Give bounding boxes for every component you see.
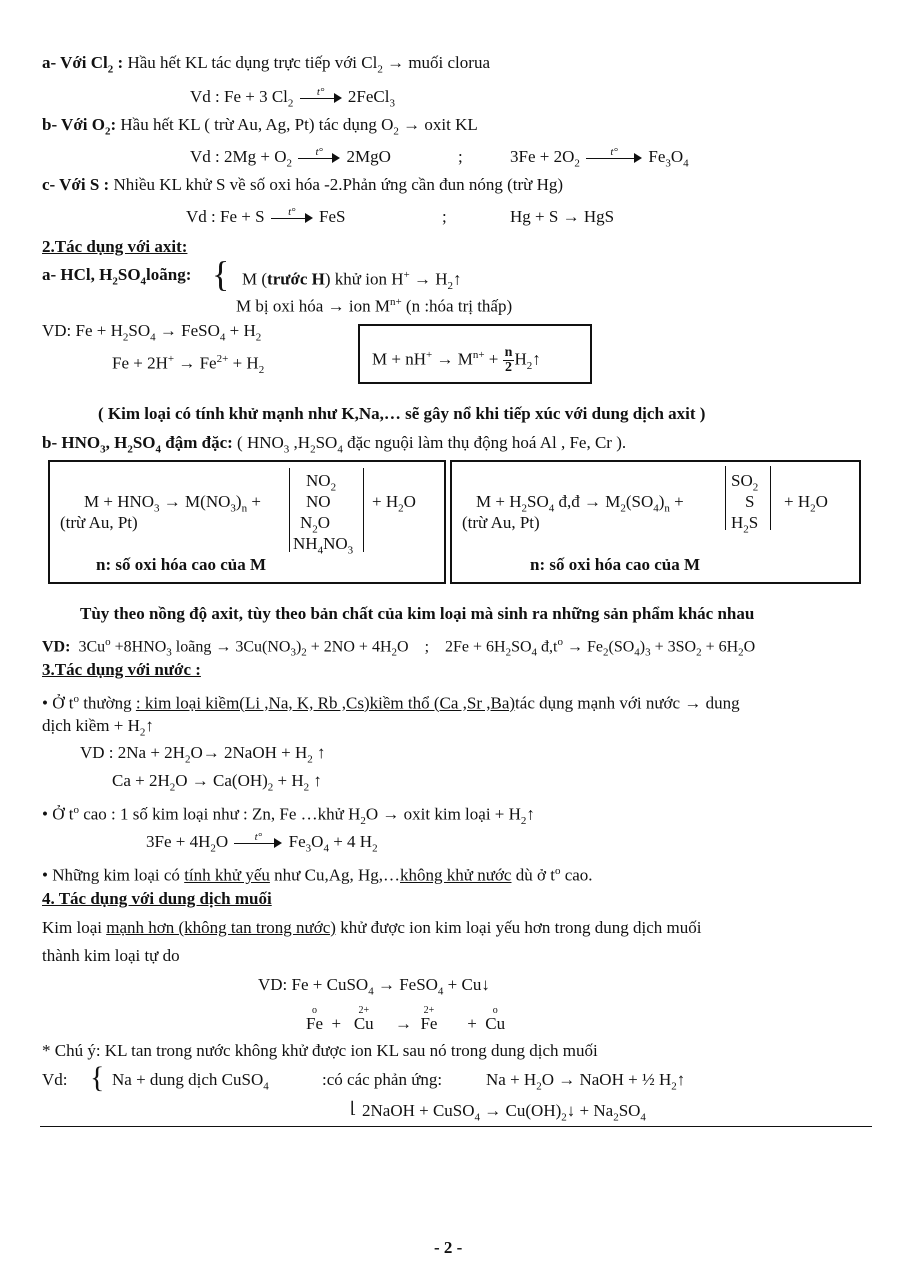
- section-2-title: 2.Tác dụng với axit:: [42, 237, 188, 256]
- h2so4-exclusion: (trừ Au, Pt): [462, 513, 540, 532]
- water-line-4: • Những kim loại có tính khử yếu như Cu,Ag, Hg,…không khử nước dù ở $t^o$ cao.: [42, 865, 593, 885]
- s-example-2: Hg + S → HgS: [510, 207, 615, 226]
- s-example-1: Vd : Fe + S t° FeS: [186, 206, 346, 226]
- na-cuso4: Na + dung dịch CuSO$_4$: [112, 1070, 269, 1093]
- heat-arrow: t°: [234, 836, 282, 850]
- h2so4-equation: $M + H_2SO_4$ đ,đ → $M_2(SO_4)_n$ +: [476, 492, 684, 515]
- water-example-2: $Ca + 2H_2O \to Ca(OH)_2 + H_2$ ↑: [112, 771, 322, 794]
- salt-warning: * Chú ý: KL tan trong nước không khử được ion KL sau nó trong dung dịch muối: [42, 1041, 598, 1060]
- salt-example-label: Vd:: [42, 1070, 68, 1089]
- brace: {: [90, 1061, 105, 1094]
- product-so2: $SO_2$: [731, 471, 759, 494]
- hcl-line-2: M bị oxi hóa → ion $M^{n+}$ (n :hóa trị thấp): [236, 296, 513, 316]
- cl2-line: a- Với $Cl_2$ : Hầu hết KL tác dụng trực tiếp với $Cl_2$ → muối clorua: [42, 53, 490, 76]
- separator: ;: [458, 147, 463, 166]
- bracket-right: [770, 466, 771, 530]
- product-dependency-note: Tùy theo nồng độ axit, tùy theo bản chất của kim loại mà sinh ra những sản phẩm khác nhau: [80, 604, 755, 623]
- hno3-exclusion: (trừ Au, Pt): [60, 513, 138, 532]
- fraction: $\frac{n}{2}$: [504, 345, 513, 376]
- hcl-line-1: M (trước H) khử ion $H^+ \to H_2↑$: [242, 269, 462, 293]
- product-nh4no3: $NH_4NO_3$: [293, 534, 354, 557]
- bracket-left: [725, 466, 726, 530]
- o2-line: b- Với $O_2$: Hầu hết KL ( trừ Au, Ag, Pt) tác dụng $O_2$ → oxit KL: [42, 115, 478, 138]
- explosion-note: ( Kim loại có tính khử mạnh như K,Na,… sẽ gây nổ khi tiếp xúc với dung dịch axit ): [98, 404, 706, 423]
- product-n2o: $N_2O$: [300, 513, 331, 536]
- naoh-cuso4-reaction: 2NaOH + CuSO$_4$ → $Cu(OH)_2↓ + Na_2SO_4$: [362, 1101, 646, 1124]
- oxidation-states: o Fe + 2+ Cu → 2+ Fe + o Cu: [306, 1005, 506, 1033]
- water-line-2: dịch kiềm + $H_2↑$: [42, 716, 154, 739]
- section-3-title: 3.Tác dụng với nước :: [42, 660, 201, 679]
- brace-bottom: ⌊: [350, 1100, 357, 1117]
- bracket-left: [289, 468, 290, 552]
- section-4-title: 4. Tác dụng với dung dịch muối: [42, 889, 272, 908]
- cl2-example: Vd : Fe + 3 $Cl_2$ t° 2FeCl$_3$: [190, 86, 395, 110]
- salt-line-2: thành kim loại tự do: [42, 946, 180, 965]
- water-example-1: VD : $2Na + 2H_2O\to$ 2NaOH + $H_2$ ↑: [80, 743, 326, 766]
- o2-example-2: $3Fe + 2O_2$ t° $Fe_3O_4$: [510, 146, 689, 170]
- salt-line-1: Kim loại mạnh hơn (không tan trong nước) khử được ion kim loại yếu hơn trong dung dịch muối: [42, 918, 702, 937]
- reactions-label: :có các phản ứng:: [322, 1070, 443, 1089]
- product-h2s: $H_2S$: [731, 513, 759, 536]
- s-line: c- Với S : Nhiều KL khử S về số oxi hóa -2.Phản ứng cần đun nóng (trừ Hg): [42, 175, 564, 194]
- hcl-heading: a- HCl, $H_2SO_4loãng$:: [42, 265, 192, 288]
- hno3-note: n: số oxi hóa cao của M: [96, 555, 266, 574]
- salt-example: VD: Fe + CuSO$_4$ → FeSO$_4$ + Cu↓: [258, 975, 490, 998]
- hcl-example-1: VD: $Fe + H_2SO_4$ → FeSO$_4$ + $H_2$: [42, 321, 262, 344]
- water-product: + $H_2O$: [372, 492, 416, 515]
- hno3-equation: $M + HNO_3 \to M(NO_3)_n$ +: [84, 492, 261, 515]
- heat-arrow: t°: [298, 151, 340, 165]
- general-equation: $M + nH^+ \to M^{n+}$ + $\frac{n}{2}$ $H_2↑$: [372, 345, 541, 376]
- product-no: NO: [306, 492, 331, 511]
- separator: ;: [442, 207, 447, 226]
- heat-arrow: t°: [586, 151, 642, 165]
- divider: [40, 1126, 872, 1127]
- hno3-heading: b- $HNO_3$, $H_2SO_4$ đậm đặc: ( $HNO_3$ $,H_2SO_4$ đặc nguội làm thụ động hoá Al , Fe, Cr ).: [42, 433, 627, 456]
- water-line-3: • Ở $t^o$ cao : 1 số kim loại như : Zn, Fe …khử $H_2O$ → oxit kim loại + $H_2↑$: [42, 804, 535, 828]
- na-water-reaction: $Na + H_2O$ → NaOH + ½ $H_2↑$: [486, 1070, 686, 1093]
- o2-example-1: Vd : $2Mg + O_2$ t° 2MgO: [190, 146, 391, 170]
- bracket-right: [363, 468, 364, 552]
- redox-examples: VD: $3Cu^o +8HNO_3$ loãng → $3Cu(NO_3)_2 + 2NO + 4H_2O$ ; $2Fe + 6H_2SO_4$ $đ,t^o \to Fe_2(SO_4)_3 + 3SO_2 + 6H_2O$: [42, 636, 756, 659]
- h2so4-note: n: số oxi hóa cao của M: [530, 555, 700, 574]
- page-number: - 2 -: [434, 1238, 463, 1257]
- water-example-3: $3Fe + 4H_2O$ t° $Fe_3O_4 + 4$ $H_2$: [146, 831, 378, 855]
- product-s: S: [745, 492, 755, 511]
- brace: {: [212, 254, 230, 294]
- heat-arrow: t°: [271, 211, 313, 225]
- water-line-1: • Ở $t^o$ thường : kim loại kiềm(Li ,Na, K, Rb ,Cs)kiềm thổ (Ca ,Sr ,Ba)tác dụng mạnh với nước → dung: [42, 693, 740, 713]
- water-product: + $H_2O$: [784, 492, 828, 515]
- hcl-example-2: $Fe + 2H^+ \to Fe^{2+} + H_2$: [112, 353, 265, 377]
- heat-arrow: t°: [300, 91, 342, 105]
- product-no2: $NO_2$: [306, 471, 337, 494]
